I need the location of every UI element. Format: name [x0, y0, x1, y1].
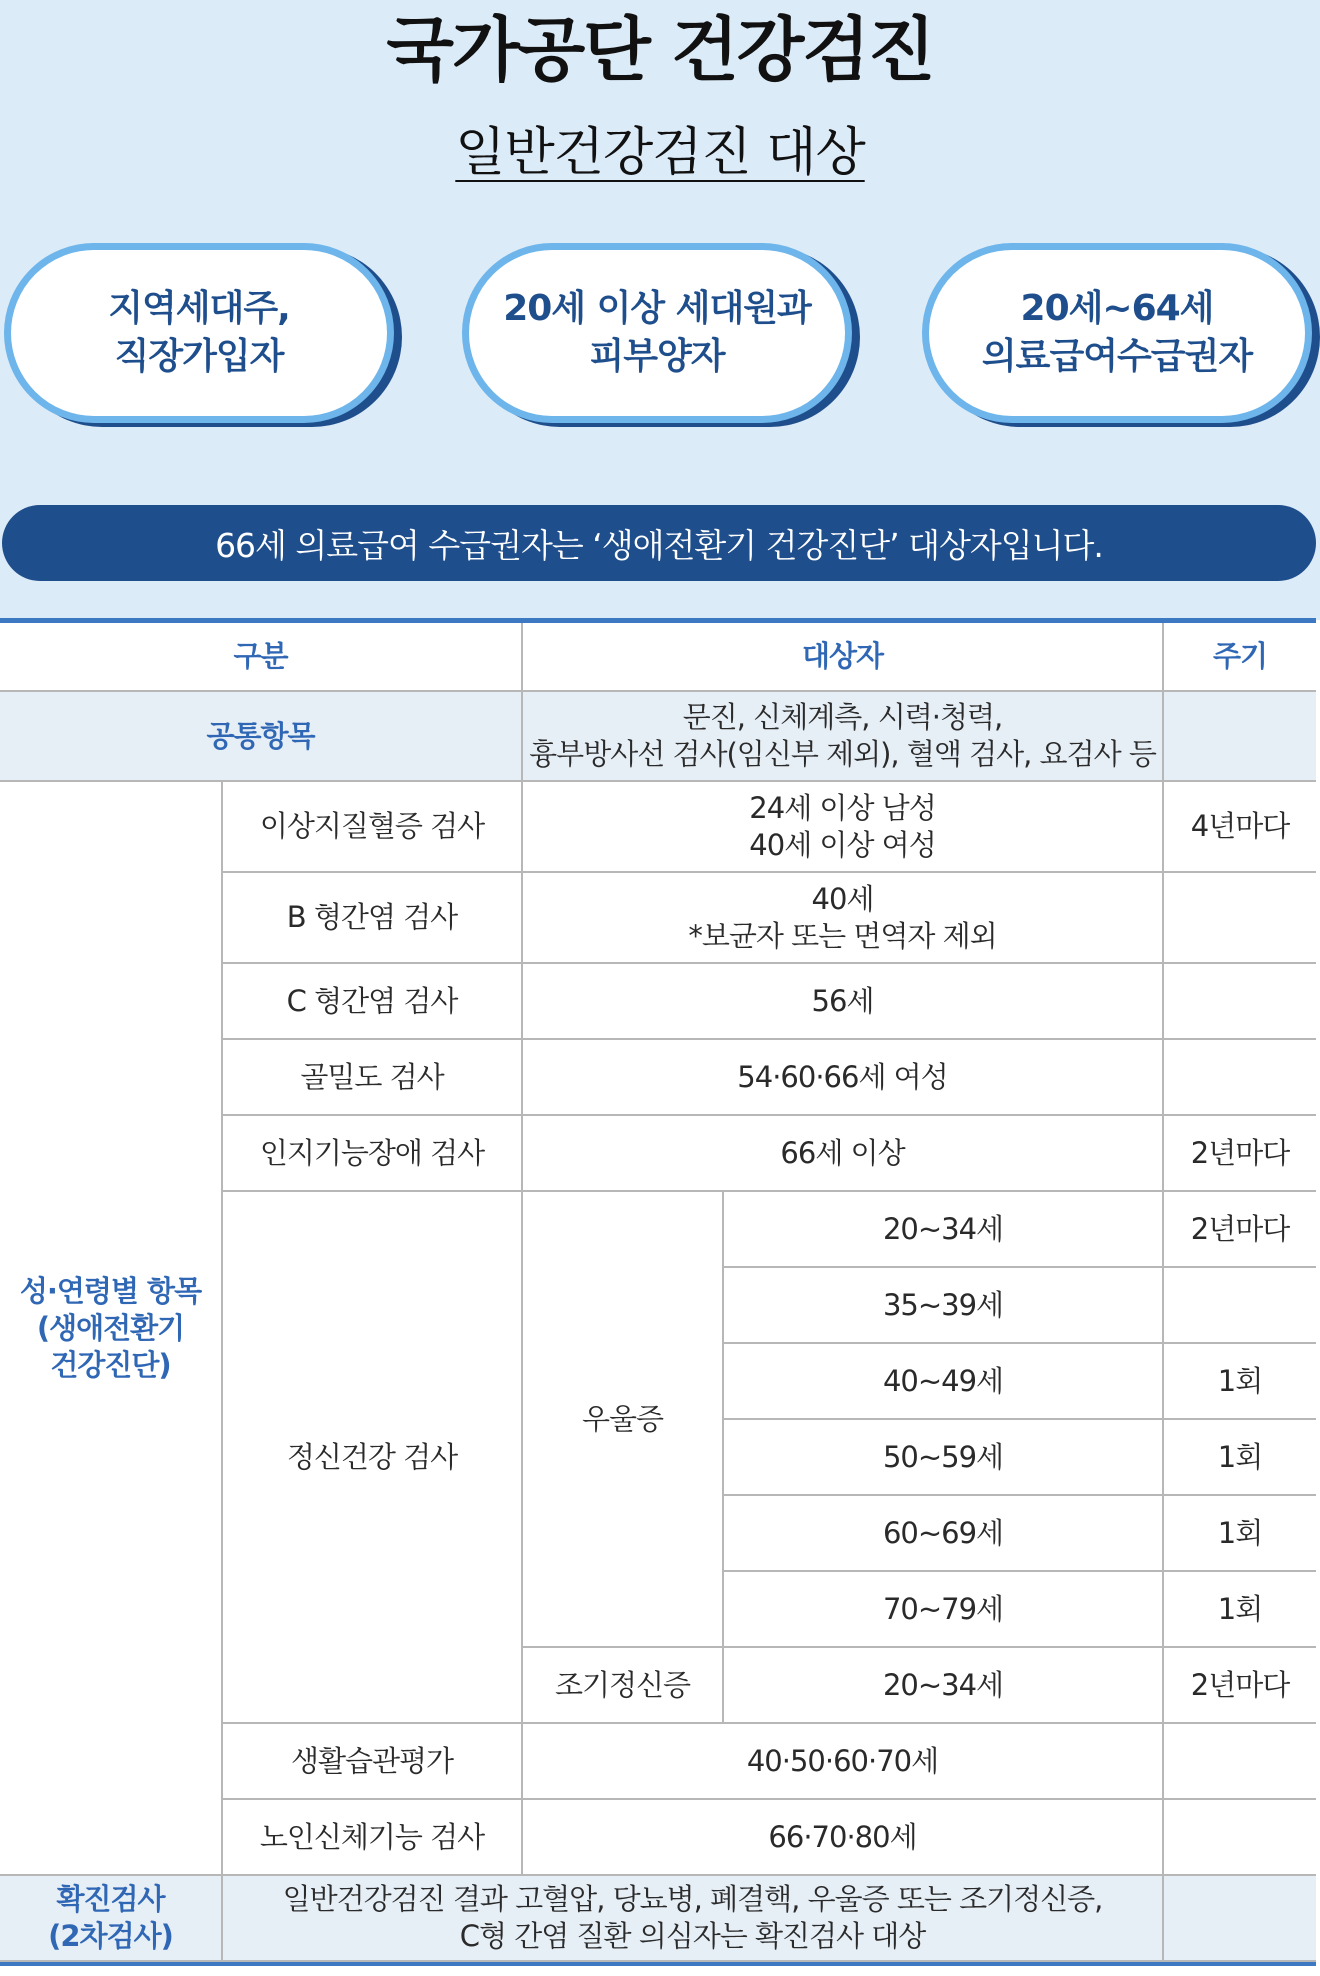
age-cycle: 1회 — [1163, 1343, 1316, 1419]
row-item: C 형간염 검사 — [222, 963, 522, 1039]
confirm-target: 일반건강검진 결과 고혈압, 당뇨병, 폐결핵, 우울증 또는 조기정신증, C형 간염 질환 의심자는 확진검사 대상 — [222, 1875, 1163, 1961]
target-card-2-label: 20세 이상 세대원과 피부양자 — [503, 288, 811, 377]
header-cycle: 주기 — [1163, 623, 1316, 691]
row-cycle: 2년마다 — [1163, 1115, 1316, 1191]
age-section-label: 성·연령별 항목 (생애전환기 건강진단) — [0, 781, 222, 1875]
common-cycle — [1163, 691, 1316, 781]
age-range: 50~59세 — [723, 1419, 1163, 1495]
target-card-3 — [922, 243, 1312, 423]
age-range: 20~34세 — [723, 1191, 1163, 1267]
hero-section — [0, 0, 1320, 620]
row-cycle — [1163, 963, 1316, 1039]
row-cycle — [1163, 872, 1316, 963]
target-card-3-label: 20세~64세 의료급여수급권자 — [981, 288, 1253, 377]
header-target: 대상자 — [522, 623, 1163, 691]
row-item: 생활습관평가 — [222, 1723, 522, 1799]
row-target: 24세 이상 남성 40세 이상 여성 — [522, 781, 1163, 872]
subtitle-text: 일반건강검진 대상 — [455, 123, 865, 183]
age-cycle — [1163, 1267, 1316, 1343]
row-cycle — [1163, 1723, 1316, 1799]
row-item: 노인신체기능 검사 — [222, 1799, 522, 1875]
page-subtitle — [0, 118, 1320, 200]
row-cycle — [1163, 1039, 1316, 1115]
confirm-label: 확진검사 (2차검사) — [0, 1875, 222, 1961]
target-card-1 — [4, 243, 394, 423]
row-target: 54·60·66세 여성 — [522, 1039, 1163, 1115]
age-range: 40~49세 — [723, 1343, 1163, 1419]
row-target: 56세 — [522, 963, 1163, 1039]
table-header-row — [0, 623, 1316, 691]
table-bottom-rule — [0, 1962, 1316, 1966]
age-cycle: 2년마다 — [1163, 1191, 1316, 1267]
notice-banner: 66세 의료급여 수급권자는 ‘생애전환기 건강진단’ 대상자입니다. — [2, 505, 1316, 581]
common-label: 공통항목 — [0, 691, 522, 781]
row-item: 골밀도 검사 — [222, 1039, 522, 1115]
age-cycle: 1회 — [1163, 1495, 1316, 1571]
common-target: 문진, 신체계측, 시력·청력, 흉부방사선 검사(임신부 제외), 혈액 검사, 요검사 등 — [522, 691, 1163, 781]
row-target: 40·50·60·70세 — [522, 1723, 1163, 1799]
age-cycle: 1회 — [1163, 1419, 1316, 1495]
age-range: 35~39세 — [723, 1267, 1163, 1343]
age-cycle: 2년마다 — [1163, 1647, 1316, 1723]
row-target: 40세 *보균자 또는 면역자 제외 — [522, 872, 1163, 963]
age-range: 60~69세 — [723, 1495, 1163, 1571]
row-cycle: 4년마다 — [1163, 781, 1316, 872]
table-row-confirm — [0, 1875, 1316, 1961]
row-target: 66세 이상 — [522, 1115, 1163, 1191]
checkup-table — [0, 623, 1316, 1962]
row-item: B 형간염 검사 — [222, 872, 522, 963]
table-row-common — [0, 691, 1316, 781]
row-cycle — [1163, 1799, 1316, 1875]
target-card-2 — [462, 243, 852, 423]
age-range: 20~34세 — [723, 1647, 1163, 1723]
depression-label: 우울증 — [522, 1191, 723, 1647]
mental-item: 정신건강 검사 — [222, 1191, 522, 1723]
row-target: 66·70·80세 — [522, 1799, 1163, 1875]
target-card-1-label: 지역세대주, 직장가입자 — [108, 288, 290, 377]
table-row — [0, 781, 1316, 872]
row-item: 이상지질혈증 검사 — [222, 781, 522, 872]
early-psychosis-label: 조기정신증 — [522, 1647, 723, 1723]
header-category: 구분 — [0, 623, 522, 691]
page-title: 국가공단 건강검진 — [386, 9, 934, 91]
age-cycle: 1회 — [1163, 1571, 1316, 1647]
age-range: 70~79세 — [723, 1571, 1163, 1647]
confirm-cycle — [1163, 1875, 1316, 1961]
row-item: 인지기능장애 검사 — [222, 1115, 522, 1191]
